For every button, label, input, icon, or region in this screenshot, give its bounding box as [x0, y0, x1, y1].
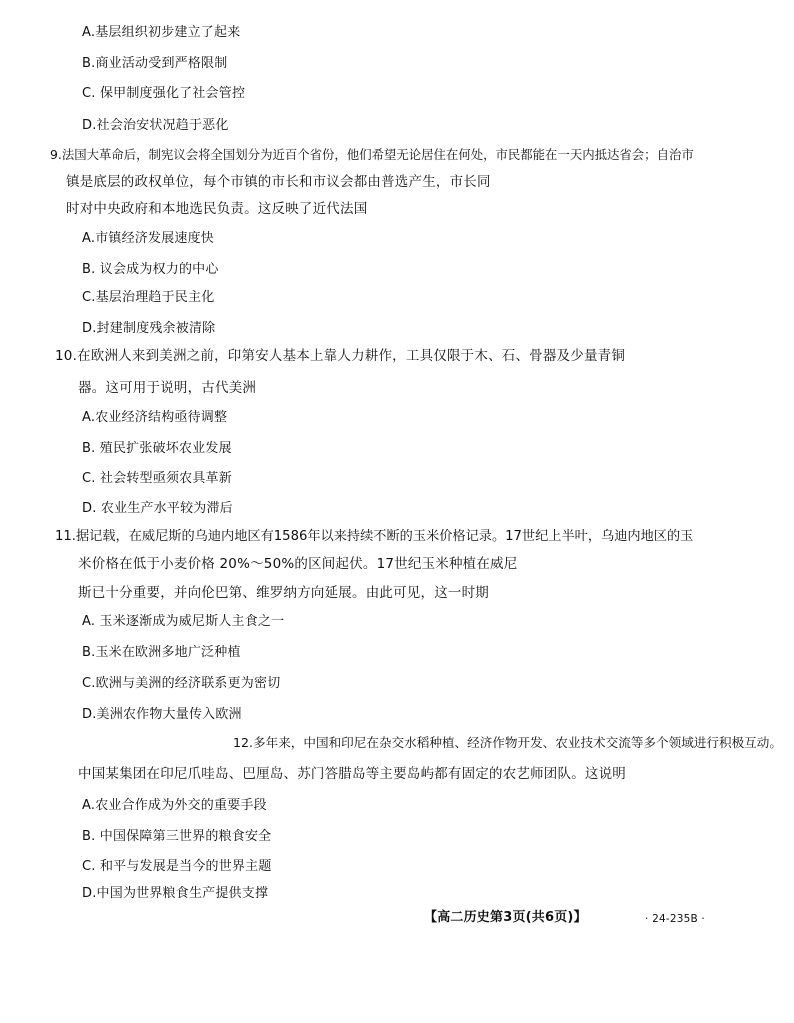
q11-option-d: D.美洲农作物大量传入欧洲	[82, 707, 242, 722]
page-footer-title: 【高二历史第3页(共6页)】	[424, 910, 587, 925]
q12-option-a: A.农业合作成为外交的重要手段	[82, 798, 267, 813]
q9-stem-line-1: 9.法国大革命后，制宪议会将全国划分为近百个省份，他们希望无论居住在何处，市民都能在一天内抵达省会；自治市	[50, 147, 694, 162]
q10-option-b: B. 殖民扩张破坏农业发展	[82, 441, 232, 456]
q8-option-a: A.基层组织初步建立了起来	[82, 25, 241, 40]
q12-option-d: D.中国为世界粮食生产提供支撑	[82, 886, 269, 901]
q10-option-c: C. 社会转型亟须农具革新	[82, 471, 232, 486]
q9-stem-line-2: 镇是底层的政权单位，每个市镇的市长和市议会都由普选产生，市长同	[66, 174, 491, 190]
q10-option-a: A.农业经济结构亟待调整	[82, 410, 228, 425]
q12-option-c: C. 和平与发展是当今的世界主题	[82, 859, 272, 874]
q10-stem-line-2: 器。这可用于说明，古代美洲	[78, 380, 257, 396]
q9-stem-line-3: 时对中央政府和本地选民负责。这反映了近代法国	[66, 201, 368, 217]
q9-option-c: C.基层治理趋于民主化	[82, 290, 215, 305]
q9-option-d: D.封建制度残余被清除	[82, 321, 216, 336]
q12-stem-line-1: 12.多年来，中国和印尼在杂交水稻种植、经济作物开发、农业技术交流等多个领域进行积极互动。	[233, 735, 782, 750]
page-footer-code: · 24-235B ·	[645, 913, 705, 925]
q12-stem-line-2: 中国某集团在印尼爪哇岛、巴厘岛、苏门答腊岛等主要岛屿都有固定的农艺师团队。这说明	[78, 766, 626, 782]
q8-option-d: D.社会治安状况趋于恶化	[82, 118, 229, 133]
q8-option-c: C. 保甲制度强化了社会管控	[82, 86, 246, 101]
q9-option-b: B. 议会成为权力的中心	[82, 262, 219, 277]
q8-option-b: B.商业活动受到严格限制	[82, 56, 228, 71]
q12-option-b: B. 中国保障第三世界的粮食安全	[82, 829, 272, 844]
q9-option-a: A.市镇经济发展速度快	[82, 231, 214, 246]
q11-option-a: A. 玉米逐渐成为威尼斯人主食之一	[82, 614, 285, 629]
q11-stem-line-2: 米价格在低于小麦价格 20%～50%的区间起伏。17世纪玉米种植在威尼	[78, 556, 518, 572]
q11-stem-line-1: 11.据记载，在威尼斯的乌迪内地区有1586年以来持续不断的玉米价格记录。17世纪上半叶，乌迪内地区的玉	[55, 529, 694, 544]
q10-option-d: D. 农业生产水平较为滞后	[82, 501, 233, 516]
q10-stem-line-1: 10.在欧洲人来到美洲之前，印第安人基本上靠人力耕作，工具仅限于木、石、骨器及少量青铜	[55, 348, 626, 364]
q11-stem-line-3: 斯已十分重要，并向伦巴第、维罗纳方向延展。由此可见，这一时期	[78, 585, 489, 601]
q11-option-b: B.玉米在欧洲多地广泛种植	[82, 645, 241, 660]
q11-option-c: C.欧洲与美洲的经济联系更为密切	[82, 676, 281, 691]
